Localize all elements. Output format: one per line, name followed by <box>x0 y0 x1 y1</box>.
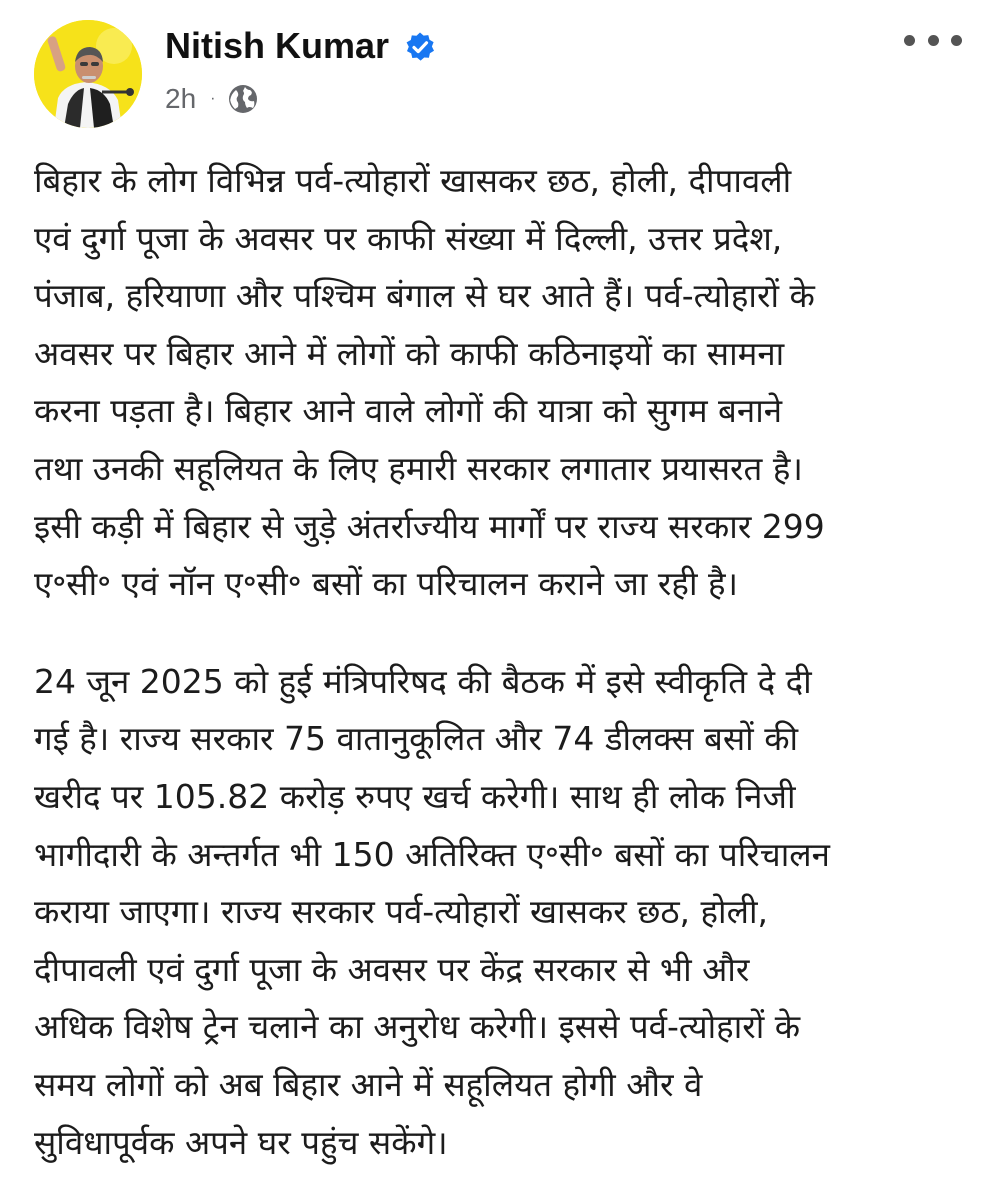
avatar[interactable] <box>34 20 142 128</box>
more-options-button[interactable] <box>904 26 962 54</box>
post-header <box>0 0 989 140</box>
post-paragraph: 24 जून 2025 को हुई मंत्रिपरिषद की बैठक में इसे स्वीकृति दे दी गई है। राज्य सरकार 75 वातानुकूलित और 74 डीलक्स बसों की खरीद पर 105.82 करोड़ रुपए खर्च करेगी। साथ ही लोक निजी भागीदारी के अन्तर्गत भी 150 अतिरिक्त ए॰सी॰ बसों का परिचालन कराया जाएगा। राज्य सरकार पर्व-त्योहारों खासकर छठ, होली, दीपावली एवं दुर्गा पूजा के अवसर पर केंद्र सरकार से भी और अधिक विशेष ट्रेन चलाने का अनुरोध करेगी। इससे पर्व-त्योहारों के समय लोगों को अब बिहार आने में सहूलियत होगी और वे सुविधापूर्वक अपने घर पहुंच सकेंगे। <box>34 661 830 1162</box>
avatar-photo <box>34 20 142 128</box>
more-options-icon <box>928 35 939 46</box>
post-timestamp[interactable]: 2h <box>165 83 197 114</box>
verified-badge-icon <box>403 31 437 65</box>
more-options-icon <box>951 35 962 46</box>
post-meta <box>165 82 259 116</box>
post-body <box>34 152 964 1171</box>
author-name[interactable]: Nitish Kumar <box>165 25 390 66</box>
globe-icon[interactable] <box>227 83 259 115</box>
post-paragraph: बिहार के लोग विभिन्न पर्व-त्योहारों खासकर छठ, होली, दीपावली एवं दुर्गा पूजा के अवसर पर काफी संख्या में दिल्ली, उत्तर प्रदेश, पंजाब, हरियाणा और पश्चिम बंगाल से घर आते हैं। पर्व-त्योहारों के अवसर पर बिहार आने में लोगों को काफी कठिनाइयों का सामना करना पड़ता है। बिहार आने वाले लोगों की यात्रा को सुगम बनाने तथा उनकी सहूलियत के लिए हमारी सरकार लगातार प्रयासरत है। इसी कड़ी में बिहार से जुड़े अंतर्राज्यीय मार्गों पर राज्य सरकार 299 ए॰सी॰ एवं नॉन ए॰सी॰ बसों का परिचालन कराने जा रही है। <box>34 161 825 604</box>
more-options-icon <box>904 35 915 46</box>
meta-separator: · <box>210 90 216 107</box>
